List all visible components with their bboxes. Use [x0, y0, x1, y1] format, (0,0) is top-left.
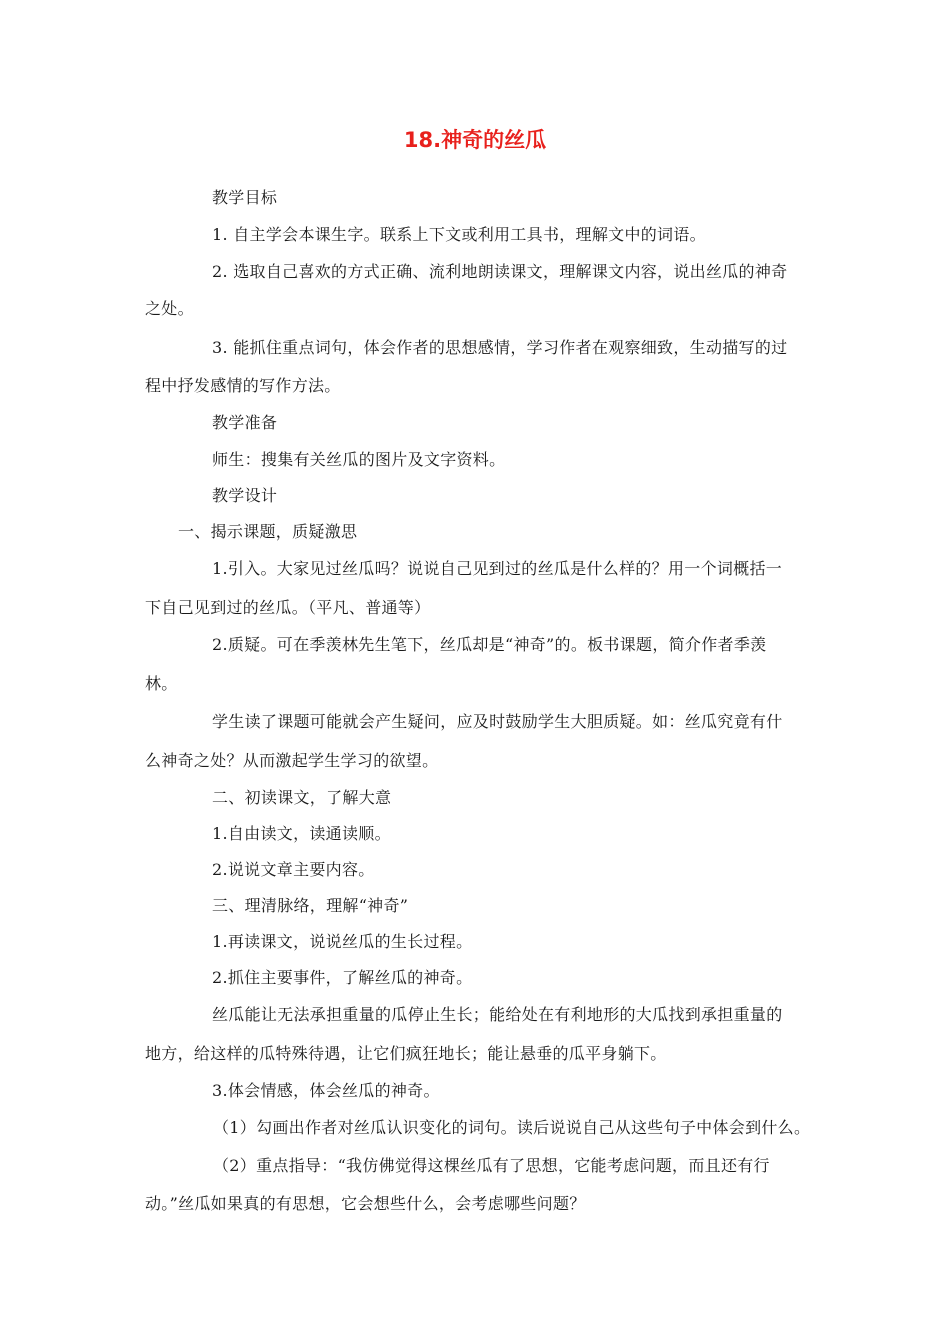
paragraph: 1.引入。大家见过丝瓜吗？说说自己见到过的丝瓜是什么样的？用一个词概括一	[212, 559, 783, 578]
document-title: 18.神奇的丝瓜	[403, 128, 547, 152]
heading-teaching-goals: 教学目标	[212, 188, 278, 207]
paragraph: （2）重点指导：“我仿佛觉得这棵丝瓜有了思想，它能考虑问题，而且还有行	[213, 1156, 770, 1175]
goal-2-cont: 之处。	[145, 299, 194, 318]
paragraph: 2.质疑。可在季羡林先生笔下，丝瓜却是“神奇”的。板书课题，简介作者季羡	[212, 635, 767, 654]
goal-3-cont: 程中抒发感情的写作方法。	[145, 376, 341, 395]
paragraph: （1）勾画出作者对丝瓜认识变化的词句。读后说说自己从这些句子中体会到什么。	[213, 1118, 811, 1137]
heading-teaching-prep: 教学准备	[212, 413, 278, 432]
paragraph-cont: 动。”丝瓜如果真的有思想，它会想些什么，会考虑哪些问题？	[145, 1194, 586, 1213]
paragraph-cont: 林。	[145, 674, 178, 693]
paragraph-cont: 么神奇之处？从而激起学生学习的欲望。	[145, 751, 439, 770]
paragraph: 丝瓜能让无法承担重量的瓜停止生长；能给处在有利地形的大瓜找到承担重量的	[212, 1005, 783, 1024]
section-3-heading: 三、理清脉络，理解“神奇”	[212, 896, 409, 915]
paragraph-cont: 下自己见到过的丝瓜。（平凡、普通等）	[145, 598, 431, 617]
paragraph: 学生读了课题可能就会产生疑问，应及时鼓励学生大胆质疑。如：丝瓜究竟有什	[212, 712, 783, 731]
paragraph: 1.自由读文，读通读顺。	[212, 824, 391, 843]
paragraph: 2.说说文章主要内容。	[212, 860, 375, 879]
prep-text: 师生：搜集有关丝瓜的图片及文字资料。	[212, 450, 506, 469]
heading-teaching-design: 教学设计	[212, 486, 278, 505]
paragraph: 1.再读课文，说说丝瓜的生长过程。	[212, 932, 473, 951]
goal-2: 2. 选取自己喜欢的方式正确、流利地朗读课文，理解课文内容，说出丝瓜的神奇	[212, 262, 788, 281]
paragraph: 2.抓住主要事件，了解丝瓜的神奇。	[212, 968, 473, 987]
paragraph: 3.体会情感，体会丝瓜的神奇。	[212, 1081, 440, 1100]
goal-3: 3. 能抓住重点词句，体会作者的思想感情，学习作者在观察细致，生动描写的过	[212, 338, 788, 357]
section-1-heading: 一、揭示课题，质疑激思	[178, 522, 358, 541]
goal-1: 1. 自主学会本课生字。联系上下文或利用工具书，理解文中的词语。	[212, 225, 706, 244]
paragraph-cont: 地方，给这样的瓜特殊待遇，让它们疯狂地长；能让悬垂的瓜平身躺下。	[145, 1044, 667, 1063]
section-2-heading: 二、初读课文，了解大意	[212, 788, 392, 807]
